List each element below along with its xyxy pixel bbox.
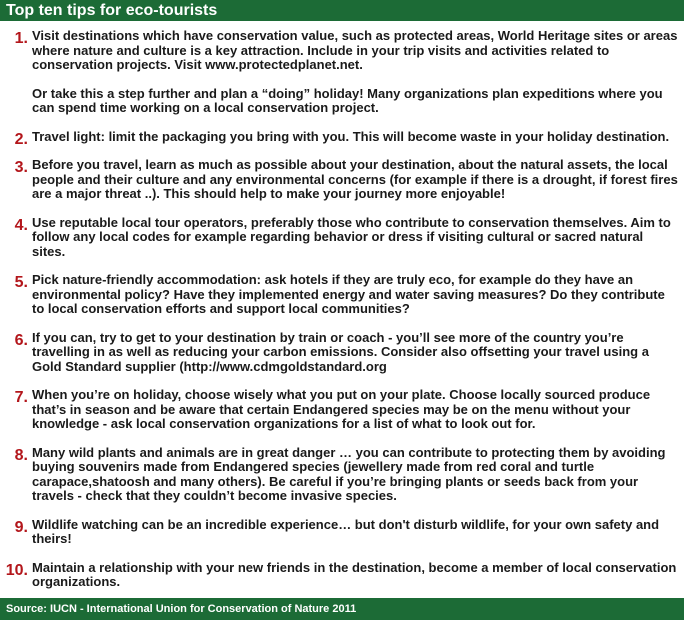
tip-number: 4.: [14, 216, 28, 234]
tip-item: [0, 158, 684, 202]
tip-item: [0, 388, 684, 432]
tip-paragraph: Or take this a step further and plan a “doing” holiday! Many organizations plan expeditions where you can spend time working on a local conservation project.: [32, 85, 663, 115]
tip-item: [0, 446, 684, 504]
tip-body: [32, 331, 680, 375]
tips-list: [0, 29, 684, 604]
title-bar: [0, 0, 684, 21]
tip-number: 10.: [5, 561, 28, 579]
tip-paragraph: Wildlife watching can be an incredible experience… but don't disturb wildlife, for your own safety and theirs!: [32, 516, 660, 546]
tip-paragraph: When you’re on holiday, choose wisely what you put on your plate. Choose locally sourced produce that’s in season and be aware that certain Endangered species may be on the menu without your knowledge - ask local conservation organizations for a list of what to look out for.: [32, 387, 651, 431]
tip-paragraph: Maintain a relationship with your new friends in the destination, become a member of local conservation organizations.: [32, 559, 677, 589]
tip-number: 9.: [14, 518, 28, 536]
tip-paragraph: If you can, try to get to your destination by train or coach - you’ll see more of the country you’re travelling in as well as reducing your carbon emissions. Consider also offsetting your travel using a Gold Standard supplier (http://www.cdmgoldstandard.org: [32, 329, 649, 374]
source-credit: Source: IUCN - International Union for Conservation of Nature 2011: [6, 603, 357, 615]
tip-body: [32, 518, 680, 547]
tip-paragraph: Before you travel, learn as much as possible about your destination, about the natural assets, the local people and their culture and any environmental concerns (for example if there is a drought, if forest fires are a major threat ..). This should help to make your journey more enjoyable!: [32, 157, 678, 201]
tip-paragraph: Use reputable local tour operators, preferably those who contribute to conservation themselves. Aim to follow any local codes for example regarding behavior or dress if visiting cultural or sacred natural sites.: [32, 214, 671, 259]
tip-number: 6.: [14, 331, 28, 349]
tip-item: [0, 561, 684, 590]
tip-paragraph: Pick nature-friendly accommodation: ask hotels if they are truly eco, for example do they have an environmental policy? Have they implemented energy and water saving measures? Do they contribute to local conservation efforts and support local communities?: [32, 272, 665, 316]
tip-number: 8.: [14, 446, 28, 464]
tip-item: [0, 273, 684, 317]
footer-bar: [0, 598, 684, 620]
tip-body: [32, 561, 680, 590]
tip-number: 3.: [14, 159, 28, 176]
tip-number: 1.: [14, 30, 28, 47]
tip-item: [0, 216, 684, 260]
tip-body: [32, 273, 680, 317]
tip-body: [32, 216, 680, 260]
tip-item: [0, 518, 684, 547]
tip-body: [32, 446, 680, 504]
tip-paragraph: Travel light: limit the packaging you bring with you. This will become waste in your holiday destination.: [32, 128, 670, 144]
tip-body: [32, 388, 680, 432]
tip-item: [0, 29, 684, 116]
tip-item: [0, 128, 684, 148]
tip-number: 5.: [14, 274, 28, 291]
tip-body: [32, 130, 680, 145]
tip-body: [32, 29, 680, 116]
tip-item: [0, 331, 684, 375]
tip-paragraph: Many wild plants and animals are in great danger … you can contribute to protecting them by avoiding buying souvenirs made from Endangered species (jewellery made from red coral and turtle carapace,shatoosh and many others). Be careful if you’re bringing plants or seeds back from your travels - check that they couldn’t become invasive species.: [32, 444, 666, 503]
tip-number: 7.: [14, 389, 28, 406]
page-title: Top ten tips for eco-tourists: [6, 2, 218, 19]
tip-body: [32, 158, 680, 202]
tip-paragraph: Visit destinations which have conservation value, such as protected areas, World Heritage sites or areas where nature and culture is a key attraction. Include in your trip visits and activities related to conservation projects. Visit www.protectedplanet.net.: [32, 28, 678, 72]
tip-number: 2.: [14, 130, 28, 148]
